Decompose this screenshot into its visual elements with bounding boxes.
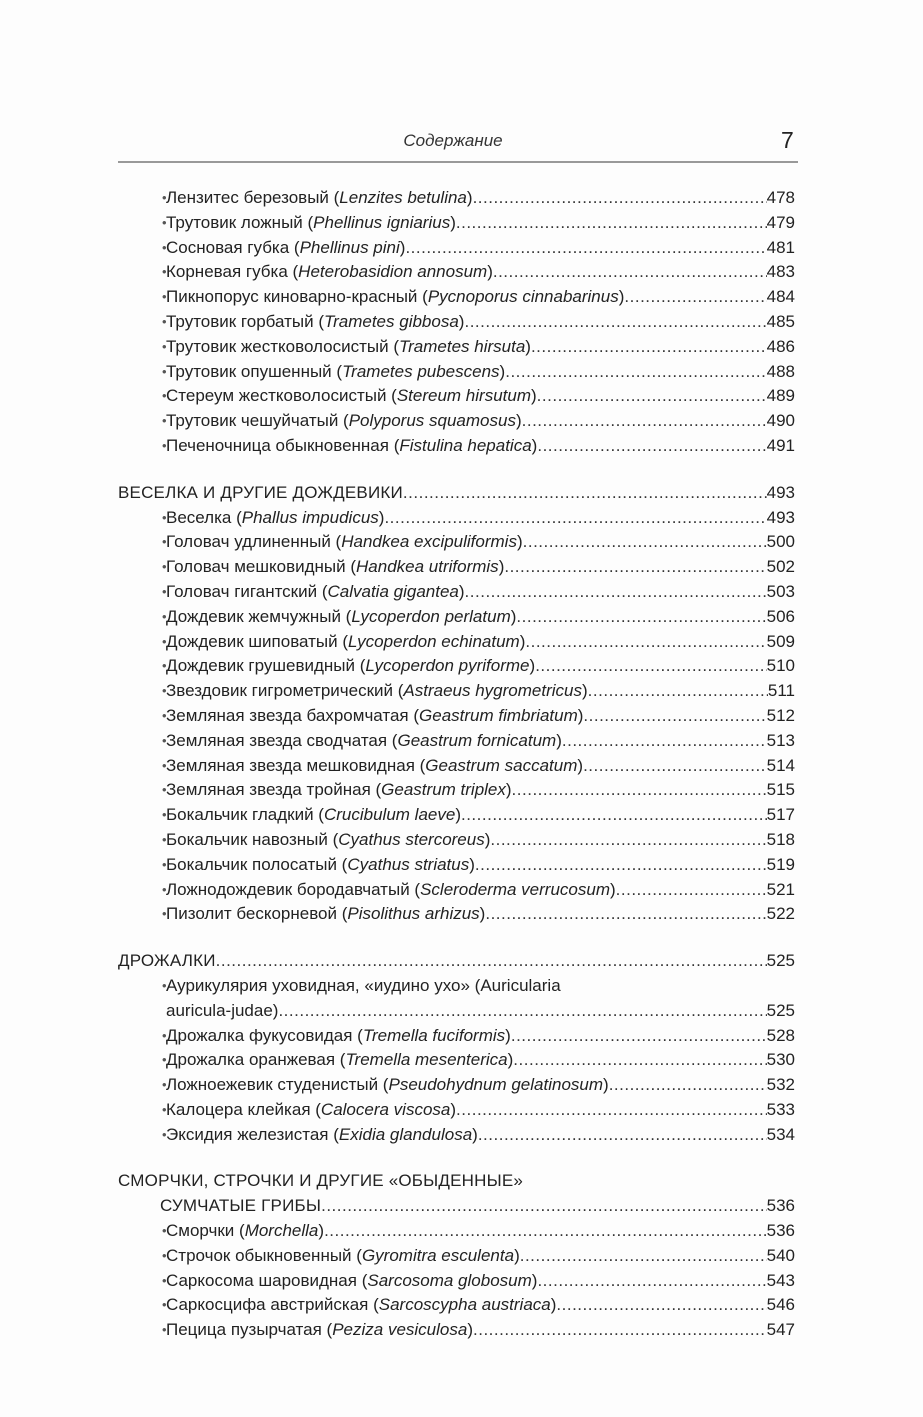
latin-name: Astraeus hygrometricus <box>403 681 582 701</box>
bullet-icon: • <box>162 831 167 847</box>
latin-name: Exidia glandulosa <box>338 1124 473 1144</box>
bullet-icon: • <box>162 906 167 922</box>
toc-page-number: 532 <box>766 1075 795 1095</box>
entry-title: Веселка (Phallus impudicus) <box>166 507 385 527</box>
bullet-icon: • <box>162 807 167 823</box>
toc-page-number: 525 <box>766 1000 795 1020</box>
toc-entry[interactable] <box>118 878 795 903</box>
latin-name: Stereum hirsutum <box>396 386 531 406</box>
section-heading[interactable] <box>118 1169 795 1194</box>
dot-leader <box>461 803 767 828</box>
toc-page-number: 522 <box>766 904 795 924</box>
bullet-icon: • <box>162 264 167 280</box>
bullet-icon: • <box>162 437 167 453</box>
entry-title: Калоцера клейкая (Calocera viscosa) <box>166 1099 457 1119</box>
bullet-icon: • <box>162 413 167 429</box>
latin-name: Pisolithus arhizus <box>347 904 480 924</box>
dot-leader <box>537 384 767 409</box>
entry-title: Бокальчик навозный (Cyathus stercoreus) <box>166 829 491 849</box>
toc-page-number: 483 <box>766 262 795 282</box>
entry-title: Трутовик чешуйчатый (Polyporus squamosus) <box>166 411 522 431</box>
toc-page-number: 503 <box>766 581 795 601</box>
toc-entry[interactable] <box>118 1269 795 1294</box>
bullet-icon: • <box>162 658 167 674</box>
latin-name: Heterobasidion annosum <box>298 262 488 282</box>
toc-page-number: 512 <box>766 705 795 725</box>
toc-entry[interactable] <box>118 778 795 803</box>
toc-page-number: 500 <box>766 532 795 552</box>
latin-name: Scleroderma verrucosum <box>420 879 610 899</box>
toc-entry[interactable] <box>118 704 795 729</box>
toc-entry[interactable] <box>118 335 795 360</box>
latin-name: Tremella fuciformis <box>362 1025 506 1045</box>
toc-page-number: 502 <box>766 557 795 577</box>
section-heading-label: ВЕСЕЛКА И ДРУГИЕ ДОЖДЕВИКИ <box>118 482 403 502</box>
entry-title: Корневая губка (Heterobasidion annosum) <box>166 262 493 282</box>
toc-page-number: 546 <box>766 1295 795 1315</box>
entry-title: Печеночница обыкновенная (Fistulina hepatica) <box>166 435 538 455</box>
toc-entry[interactable] <box>118 605 795 630</box>
toc-page-number: 519 <box>766 854 795 874</box>
latin-name: Gyromitra esculenta <box>361 1245 515 1265</box>
entry-title: Земляная звезда бахромчатая (Geastrum fimbriatum) <box>166 705 584 725</box>
bullet-icon: • <box>162 509 167 525</box>
bullet-icon: • <box>162 732 167 748</box>
latin-name: Calocera viscosa <box>320 1099 451 1119</box>
bullet-icon: • <box>162 856 167 872</box>
toc-entry[interactable] <box>118 1219 795 1244</box>
entry-title: Стереум жестковолосистый (Stereum hirsutum) <box>166 386 537 406</box>
bullet-icon: • <box>162 608 167 624</box>
dot-leader <box>485 902 766 927</box>
dot-leader <box>583 754 767 779</box>
toc-page-number: 518 <box>766 829 795 849</box>
toc-entry[interactable] <box>118 360 795 385</box>
entry-title: Земляная звезда мешковидная (Geastrum saccatum) <box>166 755 584 775</box>
dot-leader <box>324 1219 767 1244</box>
toc-page-number: 540 <box>766 1245 795 1265</box>
toc-entry[interactable] <box>118 1024 795 1049</box>
dot-leader <box>321 1194 767 1219</box>
bullet-icon: • <box>162 239 167 255</box>
toc-page-number: 534 <box>766 1124 795 1144</box>
bullet-icon: • <box>162 388 167 404</box>
toc-section <box>118 481 795 927</box>
bullet-icon: • <box>162 633 167 649</box>
toc-page-number: 485 <box>766 311 795 331</box>
toc-entry-continuation[interactable] <box>118 999 795 1024</box>
toc-section <box>118 1169 795 1343</box>
toc-page-number: 489 <box>766 386 795 406</box>
bullet-icon: • <box>162 190 167 205</box>
entry-title: Дождевик грушевидный (Lycoperdon pyriforme) <box>166 656 536 676</box>
latin-name: Peziza vesiculosa <box>332 1320 468 1340</box>
toc-entry[interactable] <box>118 729 795 754</box>
entry-title: Сосновая губка (Phellinus pini) <box>166 237 406 257</box>
latin-name: Pseudohydnum gelatinosum <box>388 1075 604 1095</box>
toc-entry[interactable] <box>118 434 795 459</box>
toc-entry[interactable] <box>118 654 795 679</box>
bullet-icon: • <box>162 583 167 599</box>
section-heading[interactable] <box>118 481 795 506</box>
dot-leader <box>511 1024 767 1049</box>
section-subheading[interactable] <box>118 1194 795 1219</box>
bullet-icon: • <box>162 1052 167 1068</box>
entry-title: Ложноежевик студенистый (Pseudohydnum gelatinosum) <box>166 1075 609 1095</box>
dot-leader <box>522 409 767 434</box>
entry-title: Пизолит бескорневой (Pisolithus arhizus) <box>166 904 486 924</box>
dot-leader <box>556 1293 766 1318</box>
toc-page-number: 510 <box>766 656 795 676</box>
entry-title: Земляная звезда тройная (Geastrum triplex) <box>166 780 512 800</box>
latin-name: Pycnoporus cinnabarinus <box>427 287 619 307</box>
toc-page-number: 493 <box>766 482 795 502</box>
toc-page-number: 515 <box>766 780 795 800</box>
header-rule <box>118 161 798 163</box>
toc-page-number: 511 <box>767 681 795 701</box>
dot-leader <box>537 434 766 459</box>
entry-title: Пикнопорус киноварно-красный (Pycnoporus cinnabarinus) <box>166 287 625 307</box>
dot-leader <box>403 481 767 506</box>
toc-page-number: 479 <box>766 212 795 232</box>
latin-name: Cyathus striatus <box>347 854 470 874</box>
latin-name: Lenzites betulina <box>339 188 467 207</box>
dot-leader <box>516 605 766 630</box>
toc-entry[interactable] <box>118 211 795 236</box>
latin-name: Morchella <box>244 1221 319 1241</box>
toc-entry[interactable] <box>118 828 795 853</box>
dot-leader <box>456 211 767 236</box>
latin-name: Geastrum triplex <box>381 780 506 800</box>
toc-page-number: 493 <box>766 507 795 527</box>
dot-leader <box>535 654 766 679</box>
section-heading-label: ДРОЖАЛКИ <box>118 951 216 971</box>
page-number: 7 <box>781 127 794 153</box>
entry-title: Бокальчик гладкий (Crucibulum laeve) <box>166 805 461 825</box>
dot-leader <box>216 949 767 974</box>
toc-entry[interactable] <box>118 902 795 927</box>
entry-title-continuation: auricula-judae) <box>166 1000 279 1020</box>
latin-name: Geastrum saccatum <box>425 755 578 775</box>
entry-title: Земляная звезда сводчатая (Geastrum fornicatum) <box>166 730 562 750</box>
dot-leader <box>531 335 767 360</box>
toc-page-number: 488 <box>766 361 795 381</box>
toc-entry[interactable] <box>118 310 795 335</box>
toc-page-number: 517 <box>766 805 795 825</box>
dot-leader <box>513 1048 766 1073</box>
dot-leader <box>525 630 766 655</box>
bullet-icon: • <box>162 1272 167 1288</box>
toc-page-number: 536 <box>766 1221 795 1241</box>
entry-title: Головач гигантский (Calvatia gigantea) <box>166 581 465 601</box>
entry-title: Сморчки (Morchella) <box>166 1221 325 1241</box>
entry-title: Дождевик шиповатый (Lycoperdon echinatum) <box>166 631 526 651</box>
latin-name: Cyathus stercoreus <box>338 829 485 849</box>
latin-name: Geastrum fimbriatum <box>419 705 578 725</box>
entry-title: Бокальчик полосатый (Cyathus striatus) <box>166 854 475 874</box>
section-heading-label: СМОРЧКИ, СТРОЧКИ И ДРУГИЕ «ОБЫДЕННЫЕ» <box>118 1171 524 1191</box>
latin-name: Lycoperdon echinatum <box>348 631 520 651</box>
latin-name: Trametes pubescens <box>342 361 500 381</box>
dot-leader <box>562 729 767 754</box>
toc-entry[interactable] <box>118 1244 795 1269</box>
bullet-icon: • <box>162 1322 167 1338</box>
entry-title: Головач мешковидный (Handkea utriformis) <box>166 557 505 577</box>
latin-name: Lycoperdon pyriforme <box>365 656 530 676</box>
bullet-icon: • <box>162 1223 167 1239</box>
toc-entry[interactable] <box>118 555 795 580</box>
entry-title: Трутовик жестковолосистый (Trametes hirsuta) <box>166 336 531 356</box>
toc-section <box>118 949 795 1147</box>
toc-page-number: 513 <box>766 730 795 750</box>
toc-page-number: 536 <box>766 1196 795 1216</box>
entry-title: Головач удлиненный (Handkea excipuliformis) <box>166 532 523 552</box>
entry-title: Дрожалка фукусовидая (Tremella fuciformis) <box>166 1025 511 1045</box>
dot-leader <box>465 580 767 605</box>
dot-leader <box>588 679 768 704</box>
dot-leader <box>520 1244 767 1269</box>
bullet-icon: • <box>162 1077 167 1093</box>
bullet-icon: • <box>162 289 167 305</box>
bullet-icon: • <box>162 683 167 699</box>
toc-page-number: 491 <box>766 435 795 455</box>
entry-title: Ложнодождевик бородавчатый (Scleroderma verrucosum) <box>166 879 616 899</box>
bullet-icon: • <box>162 1027 167 1043</box>
latin-name: Polyporus squamosus <box>348 411 516 431</box>
latin-name: Sarcosoma globosum <box>367 1270 532 1290</box>
dot-leader <box>490 828 766 853</box>
toc-entry[interactable] <box>118 974 795 999</box>
latin-name: Tremella mesenterica <box>345 1050 508 1070</box>
toc-page-number: 490 <box>766 411 795 431</box>
toc-entry[interactable] <box>118 1073 795 1098</box>
toc-entry[interactable] <box>118 803 795 828</box>
toc-entry[interactable] <box>118 530 795 555</box>
bullet-icon: • <box>162 707 167 723</box>
dot-leader <box>493 260 767 285</box>
toc-page-number: 530 <box>766 1050 795 1070</box>
toc-page-number: 486 <box>766 336 795 356</box>
latin-name: Phallus impudicus <box>241 507 379 527</box>
latin-name: Phellinus igniarius <box>313 212 451 232</box>
latin-name: Handkea utriformis <box>356 557 499 577</box>
toc-page-number: 533 <box>766 1099 795 1119</box>
latin-name: Trametes hirsuta <box>399 336 526 356</box>
dot-leader <box>505 360 766 385</box>
entry-title: Пецица пузырчатая (Peziza vesiculosa) <box>166 1320 473 1340</box>
toc-entry[interactable] <box>118 1123 795 1148</box>
dot-leader <box>616 878 767 903</box>
toc-entry[interactable] <box>118 1098 795 1123</box>
entry-title: Дождевик жемчужный (Lycoperdon perlatum) <box>166 606 517 626</box>
toc-page-number: 525 <box>766 951 795 971</box>
bullet-icon: • <box>162 881 167 897</box>
dot-leader <box>405 236 766 261</box>
section-subheading-label: СУМЧАТЫЕ ГРИБЫ <box>160 1196 322 1216</box>
entry-title: Эксидия железистая (Exidia glandulosa) <box>166 1124 478 1144</box>
bullet-icon: • <box>162 214 167 230</box>
entry-title: Саркосцифа австрийская (Sarcoscypha austriaca) <box>166 1295 557 1315</box>
toc-entry[interactable] <box>118 384 795 409</box>
toc-entry[interactable] <box>118 853 795 878</box>
toc-entry[interactable] <box>118 754 795 779</box>
dot-leader <box>475 853 767 878</box>
entry-title: Трутовик горбатый (Trametes gibbosa) <box>166 311 465 331</box>
dot-leader <box>384 506 766 531</box>
latin-name: Sarcoscypha austriaca <box>378 1295 551 1315</box>
entry-title: Саркосома шаровидная (Sarcosoma globosum) <box>166 1270 538 1290</box>
section-heading[interactable] <box>118 949 795 974</box>
toc-entry[interactable] <box>118 1293 795 1318</box>
toc-page-number: 478 <box>766 188 795 207</box>
entry-title: Трутовик опушенный (Trametes pubescens) <box>166 361 506 381</box>
bullet-icon: • <box>162 534 167 550</box>
toc-entry[interactable] <box>118 236 795 261</box>
dot-leader <box>478 1123 767 1148</box>
dot-leader <box>473 186 767 211</box>
bullet-icon: • <box>162 559 167 575</box>
bullet-icon: • <box>162 313 167 329</box>
dot-leader <box>624 285 766 310</box>
toc-entry[interactable] <box>118 409 795 434</box>
toc-entry[interactable] <box>118 260 795 285</box>
entry-title: Звездовик гигрометрический (Astraeus hygrometricus) <box>166 681 588 701</box>
dot-leader <box>609 1073 767 1098</box>
running-header-title: Содержание <box>403 131 503 150</box>
dot-leader <box>464 310 766 335</box>
bullet-icon: • <box>162 1297 167 1313</box>
toc-page-number: 514 <box>766 755 795 775</box>
dot-leader <box>512 778 767 803</box>
toc-entry[interactable] <box>118 285 795 310</box>
entry-title: Лензитес березовый (Lenzites betulina) <box>166 188 473 207</box>
bullet-icon: • <box>162 977 167 993</box>
toc-entry[interactable] <box>118 506 795 531</box>
dot-leader <box>504 555 766 580</box>
latin-name: Crucibulum laeve <box>323 805 456 825</box>
toc-page-number: 543 <box>766 1270 795 1290</box>
latin-name: Fistulina hepatica <box>399 435 532 455</box>
toc-page-number: 521 <box>766 879 795 899</box>
dot-leader <box>523 530 767 555</box>
toc-page-number: 481 <box>766 237 795 257</box>
toc-page-number: 506 <box>766 606 795 626</box>
entry-title: Аурикулярия уховидная, «иудино ухо» (Auricularia <box>166 975 561 995</box>
dot-leader <box>537 1269 766 1294</box>
entry-title: Трутовик ложный (Phellinus igniarius) <box>166 212 456 232</box>
toc-entry[interactable] <box>118 679 795 704</box>
toc-entry[interactable] <box>118 1318 795 1343</box>
toc-entry[interactable] <box>118 186 795 211</box>
dot-leader <box>456 1098 767 1123</box>
latin-name: Calvatia gigantea <box>327 581 459 601</box>
bullet-icon: • <box>162 1101 167 1117</box>
entry-title: Дрожалка оранжевая (Tremella mesenterica) <box>166 1050 514 1070</box>
toc-page-number: 509 <box>766 631 795 651</box>
latin-name: Geastrum fornicatum <box>397 730 557 750</box>
latin-name: Lycoperdon perlatum <box>351 606 511 626</box>
latin-name: Handkea excipuliformis <box>341 532 517 552</box>
entry-title: Строчок обыкновенный (Gyromitra esculenta) <box>166 1245 520 1265</box>
toc-entry[interactable] <box>118 1048 795 1073</box>
toc-page-number: 484 <box>766 287 795 307</box>
dot-leader <box>278 999 766 1024</box>
toc-entry[interactable] <box>118 630 795 655</box>
bullet-icon: • <box>162 782 167 798</box>
toc-section <box>118 186 795 459</box>
latin-name: Phellinus pini <box>299 237 400 257</box>
toc-page-number: 528 <box>766 1025 795 1045</box>
table-of-contents <box>118 186 795 1343</box>
toc-page-number: 547 <box>766 1320 795 1340</box>
dot-leader <box>473 1318 767 1343</box>
bullet-icon: • <box>162 338 167 354</box>
latin-name: Trametes gibbosa <box>323 311 459 331</box>
bullet-icon: • <box>162 757 167 773</box>
bullet-icon: • <box>162 363 167 379</box>
toc-entry[interactable] <box>118 580 795 605</box>
bullet-icon: • <box>162 1126 167 1142</box>
dot-leader <box>583 704 766 729</box>
bullet-icon: • <box>162 1247 167 1263</box>
